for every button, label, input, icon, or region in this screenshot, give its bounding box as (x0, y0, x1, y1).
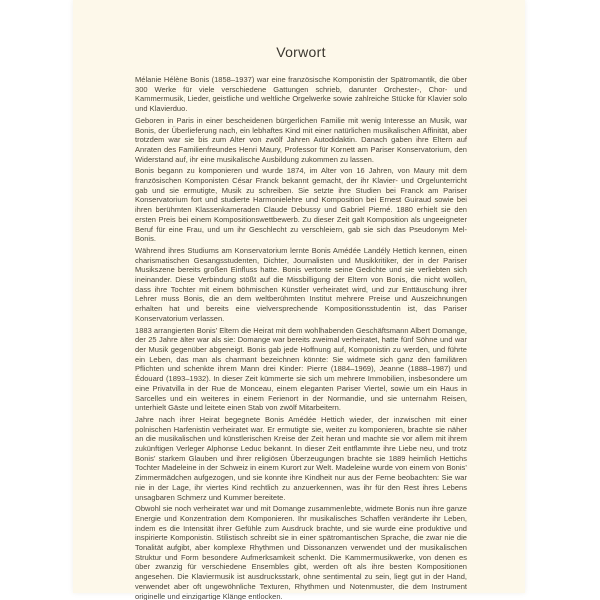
preface-text (135, 75, 467, 600)
page-title: Vorwort (276, 44, 326, 60)
paragraph-7: Obwohl sie noch verheiratet war und mit Domange zusammenlebte, widmete Bonis nun ihre ganze Energie und Konzentration dem Komponieren. Ihr musikalisches Schaffen veränderte ihr Leben, indem es die Intensität ihrer Gefühle zum Ausdruck brachte, und sie wurde eine produktive und inspirierte Komponistin. Stilistisch schreibt sie in einer spätromantischen Sprache, die zwar nie die Tonalität aufgibt, aber komplexe Rhythmen und Dissonanzen verwendet und der musikalischen Struktur und Form besondere Aufmerksamkeit schenkt. Die Kammermusikwerke, von denen es über zwanzig für verschiedene Ensembles gibt, werden oft als ihre besten Kompositionen angesehen. Die Klaviermusik ist ausdrucksstark, ohne sentimental zu sein, liegt gut in der Hand, verwendet aber oft ungewöhnliche Texturen, Rhythmen und Notenmuster, die dem Instrument originelle und einzigartige Klänge entlocken. (135, 504, 467, 600)
paragraph-5: 1883 arrangierten Bonis’ Eltern die Heirat mit dem wohlhabenden Geschäftsmann Albert Domange, der 25 Jahre älter war als sie: Domange war bereits zweimal verheiratet, hatte fünf Söhne und war der Musik gegenüber abgeneigt. Bonis gab jede Hoffnung auf, Komponistin zu werden, und führte ein Leben, das man als charmant bezeichnen könnte: Sie widmete sich ganz den familiären Pflichten und schenkte ihrem Mann drei Kinder: Pierre (1884–1969), Jeanne (1888–1987) und Édouard (1893–1932). In dieser Zeit kümmerte sie sich um mehrere Immobilien, insbesondere um eine Privatvilla in der Rue de Monceau, einem eleganten Pariser Viertel, sowie um ein Haus in Sarcelles und ein weiteres in einem Ferienort in der Normandie, und sie unternahm Reisen, unterhielt Gäste und leitete einen Stab von zwölf Mitarbeitern. (135, 325, 467, 413)
book-page (73, 0, 525, 600)
paragraph-2: Geboren in Paris in einer bescheidenen bürgerlichen Familie mit wenig Interesse an Musik, war Bonis, der Überlieferung nach, ein lebhaftes Kind mit einer natürlichen musikalischen Affinität, aber trotzdem war sie bis zum Alter von zwölf Jahren Autodidaktin. Danach gaben ihre Eltern auf Anraten des Familienfreundes Henri Maury, Professor für Kornett am Pariser Konservatorium, den Widerstand auf, ihr eine musikalische Ausbildung zukommen zu lassen. (135, 115, 467, 164)
paragraph-3: Bonis begann zu komponieren und wurde 1874, im Alter von 16 Jahren, von Maury mit dem französischen Komponisten César Franck bekannt gemacht, der ihr Klavier- und Orgelunterricht gab und sie ermutigte, Musik zu schreiben. Sie setzte ihre Studien bei Franck am Pariser Konservatorium fort und studierte Harmonielehre und Komposition bei Ernest Guiraud sowie bei ihren berühmten Klassenkameraden Claude Debussy und Gabriel Pierné. 1880 erhielt sie den ersten Preis bei einem Kompositionswettbewerb. Zu dieser Zeit galt Komposition als ungeeigneter Beruf für eine Frau, und um ihr Geschlecht zu verschleiern, gab sie sich das Pseudonym Mel-Bonis. (135, 166, 467, 244)
paragraph-1: Mélanie Hélène Bonis (1858–1937) war eine französische Komponistin der Spätromantik, die über 300 Werke für viele verschiedene Gattungen schrieb, darunter Orchester-, Chor- und Kammermusik, Lieder, geistliche und weltliche Orgelwerke sowie zahlreiche Stücke für Klavier solo und Klavierduo. (135, 75, 467, 114)
page-content (135, 0, 467, 600)
paragraph-4: Während ihres Studiums am Konservatorium lernte Bonis Amédée Landély Hettich kennen, einen charismatischen Gesangsstudenten, Dichter, Journalisten und Musikkritiker, der in der Pariser Musikszene bereits großen Einfluss hatte. Bonis vertonte seine Gedichte und sie verliebten sich ineinander. Diese Verbindung stößt auf die Missbilligung der Eltern von Bonis, die nicht wollen, dass ihre Tochter mit einem böhmischen Künstler verheiratet wird, und zur Enttäuschung ihrer Lehrer muss Bonis, die an dem weltberühmten Institut mehrere Preise und Auszeichnungen erhalten hat und bereits eine vielversprechende Kompositionsstudentin ist, das Pariser Konservatorium verlassen. (135, 245, 467, 323)
paragraph-6: Jahre nach ihrer Heirat begegnete Bonis Amédée Hettich wieder, der inzwischen mit einer polnischen Harfenistin verheiratet war. Er ermutigte sie, weiter zu komponieren, brachte sie näher an die musikalischen und künstlerischen Kreise der Zeit heran und machte sie vor allem mit ihrem zukünftigen Verleger Alphonse Leduc bekannt. In dieser Zeit entflammte ihre Liebe neu, und trotz Bonis’ starkem Glauben und ihrer religiösen Überzeugungen brachte sie 1889 heimlich Hettichs Tochter Madeleine in der Schweiz in einem Kurort zur Welt. Madeleine wurde von einem von Bonis’ Zimmermädchen aufgezogen, und sie konnte ihre Kindheit nur aus der Ferne beobachten: Sie war nie in der Lage, ihr viertes Kind rechtlich zu anzuerkennen, was ihr für den Rest ihres Lebens unsagbaren Schmerz und Kummer bereitete. (135, 414, 467, 502)
